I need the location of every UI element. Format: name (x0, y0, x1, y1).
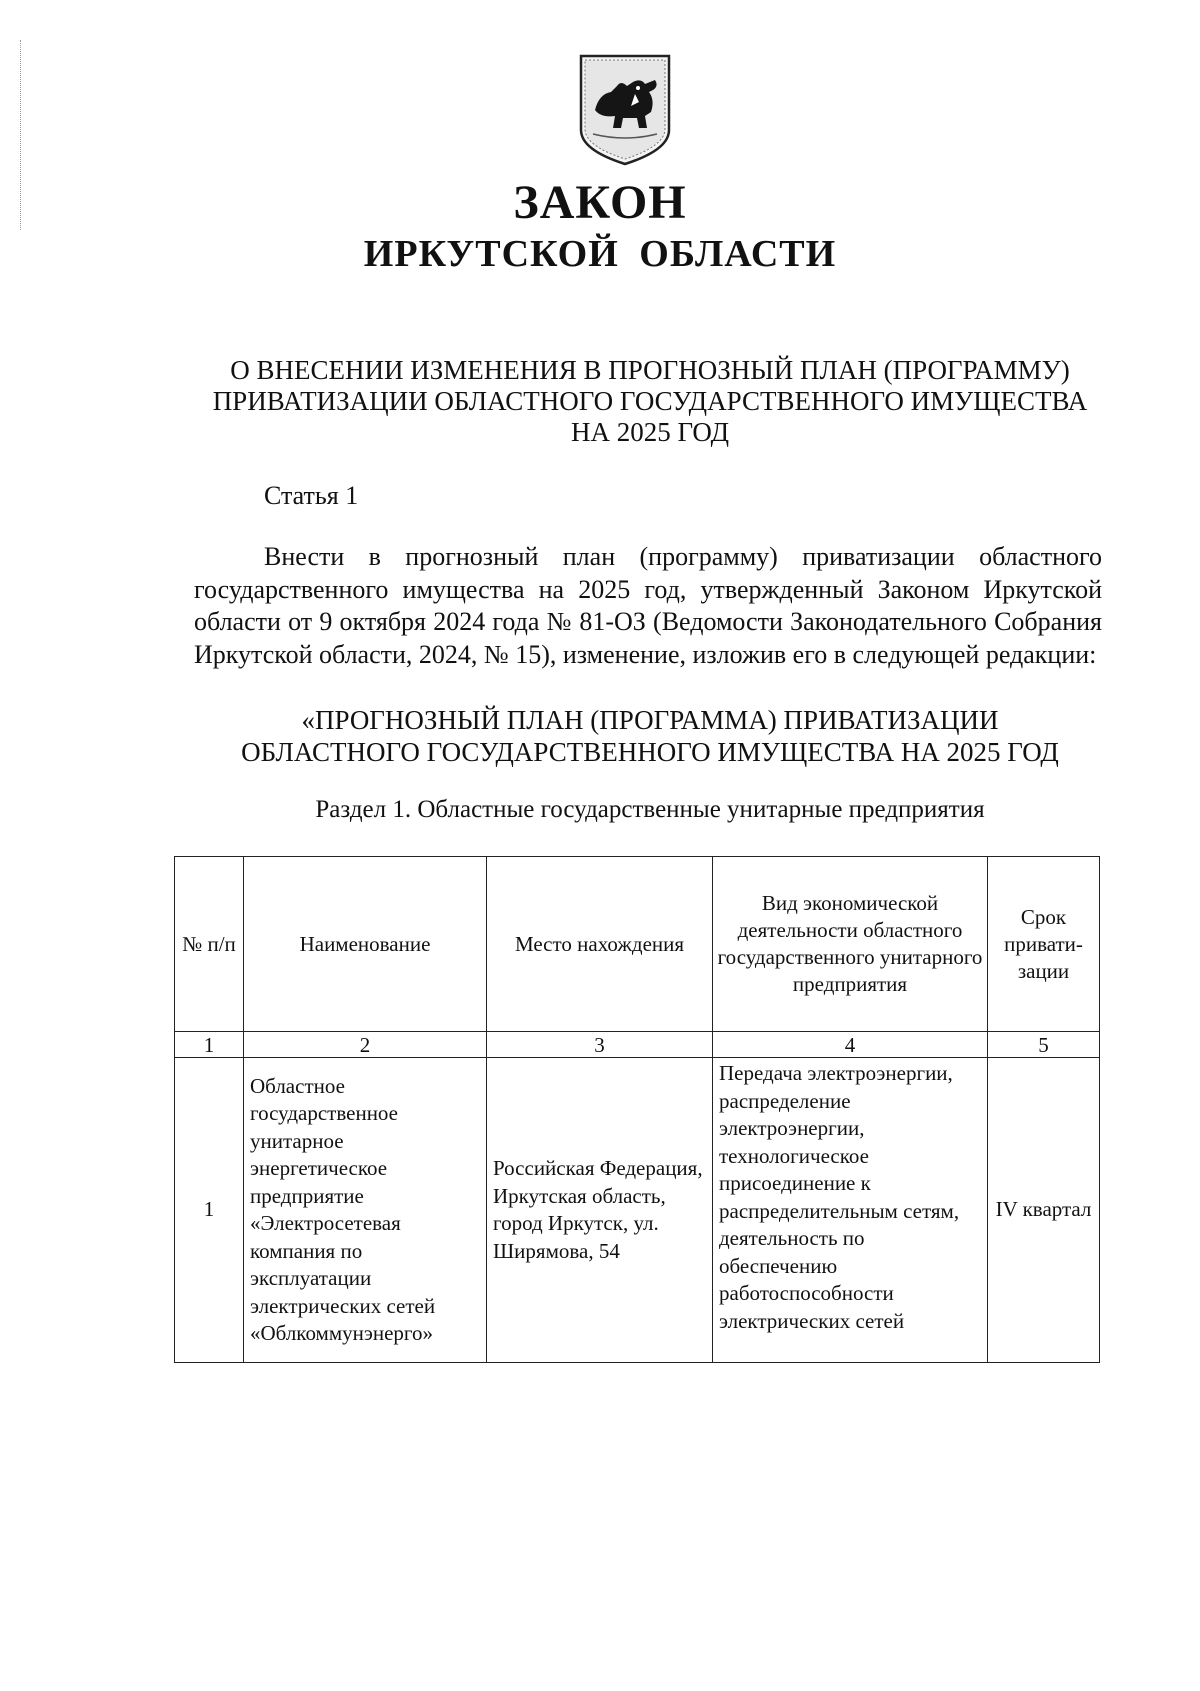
row-location: Российская Федерация, Иркутская область, город Иркутск, ул. Ширямова, 54 (487, 1058, 713, 1363)
row-activity: Передача электроэнергии, распределение электроэнергии, технологическое присоединение к распределительным сетям, деятельность по обеспечению работоспособности электрических сетей (713, 1058, 988, 1363)
header-name: Наименование (244, 857, 487, 1032)
header-activity: Вид экономической деятельности областного государственного унитарного предприятия (713, 857, 988, 1032)
column-number: 1 (175, 1032, 244, 1058)
table-header-row (175, 857, 1100, 1032)
column-number: 2 (244, 1032, 487, 1058)
plan-title-line1: «ПРОГНОЗНЫЙ ПЛАН (ПРОГРАММА) ПРИВАТИЗАЦИИ (301, 705, 999, 735)
coat-of-arms-emblem (575, 50, 675, 168)
plan-title-line2: ОБЛАСТНОГО ГОСУДАРСТВЕННОГО ИМУЩЕСТВА НА 2025 ГОД (241, 737, 1059, 767)
document-subtitle-region: ИРКУТСКОЙ ОБЛАСТИ (363, 233, 837, 275)
row-number: 1 (175, 1058, 244, 1363)
table-column-numbers-row (175, 1032, 1100, 1058)
article-text: Внести в прогнозный план (программу) приватизации областного государственного имущества на 2025 год, утвержденный Законом Иркутской области от 9 октября 2024 года № 81-ОЗ (Ведомости Законодательного Собрания Иркутской области, 2024, № 15), изменение, изложив его в следующей редакции: (194, 542, 1102, 669)
privatization-table (174, 856, 1100, 1363)
header-number: № п/п (175, 857, 244, 1032)
header-term: Срок привати-зации (988, 857, 1100, 1032)
header-location: Место нахождения (487, 857, 713, 1032)
plan-title (150, 704, 1150, 768)
row-name: Областное государственное унитарное энергетическое предприятие «Электросетевая компания по эксплуатации электрических сетей «Облкоммунэнерго» (244, 1058, 487, 1363)
column-number: 4 (713, 1032, 988, 1058)
article-heading: Статья 1 (264, 481, 359, 510)
law-name: О ВНЕСЕНИИ ИЗМЕНЕНИЯ В ПРОГНОЗНЫЙ ПЛАН (ПРОГРАММУ) ПРИВАТИЗАЦИИ ОБЛАСТНОГО ГОСУДАРСТВЕННОГО ИМУЩЕСТВА НА 2025 ГОД (212, 355, 1088, 447)
row-term: IV квартал (988, 1058, 1100, 1363)
section-title: Раздел 1. Областные государственные унитарные предприятия (315, 796, 985, 823)
table-row (175, 1058, 1100, 1363)
column-number: 5 (988, 1032, 1100, 1058)
column-number: 3 (487, 1032, 713, 1058)
document-title: ЗАКОН (513, 176, 687, 229)
